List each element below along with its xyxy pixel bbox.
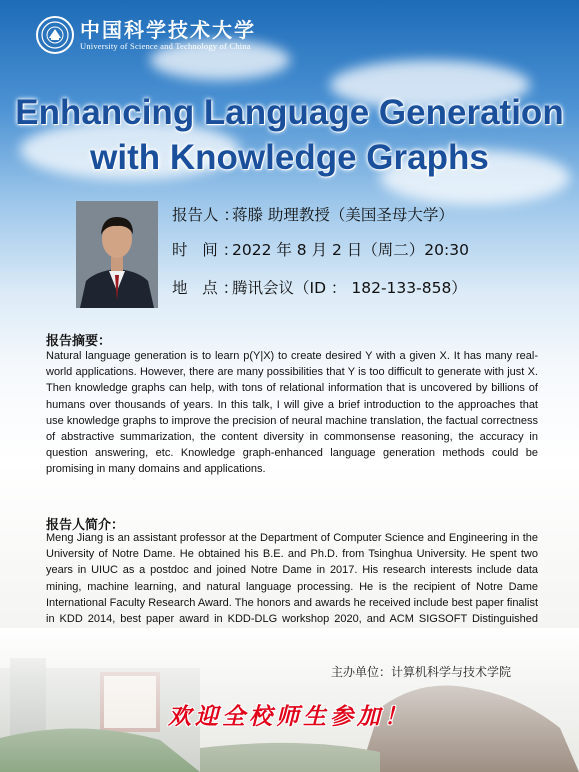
ustc-seal-icon (36, 16, 74, 54)
location-line (172, 278, 467, 298)
university-logo (36, 16, 256, 54)
speaker-photo (76, 201, 158, 308)
talk-title (0, 90, 579, 180)
bio-heading: 报告人简介： (46, 518, 125, 533)
speaker-value: 蒋滕 助理教授（美国圣母大学） (232, 206, 454, 224)
time-label: 时 间 ： (172, 241, 239, 259)
university-name-cn: 中国科学技术大学 (80, 18, 256, 42)
time-line (172, 240, 469, 260)
time-value: 2022 年 8 月 2 日（周二）20:30 (232, 241, 469, 259)
location-label: 地 点 ： (172, 279, 239, 297)
talk-title-line1: Enhancing Language Generation (15, 93, 564, 132)
university-name-en: University of Science and Technology of China (80, 41, 251, 51)
speaker-label: 报告人 ： (172, 206, 239, 224)
abstract-text: Natural language generation is to learn p(Y|X) to create desired Y with a given X. It has many real-world applications. However, there are many possibilities that Y is too difficult to generate with just X. Then knowledge graphs can help, with tons of relational information that is uncovered by billions of humans over thousands of years. In this talk, I will give a brief introduction to the approaches that use knowledge graphs to improve the precision of neural machine translation, the factual correctness of abstractive summarization, the content diversity in commonsense reasoning, the accuracy in question answering, etc. Knowledge graph-enhanced language generation methods could be promising in many domains and applications. (46, 350, 538, 476)
location-value: 腾讯会议（ID ： 182-133-858） (232, 279, 467, 297)
talk-title-line2: with Knowledge Graphs (90, 138, 489, 177)
bio-text: Meng Jiang is an assistant professor at the Department of Computer Science and Engineering in the University of Notre Dame. He obtained his B.E. and Ph.D. from Tsinghua University. He spent two years in UIUC as a postdoc and joined Notre Dame in 2017. His research interests include data mining, machine learning, and natural language processing. He is the recipient of Notre Dame International Faculty Research Award. The honors and awards he received include best paper finalist in KDD 2014, best paper award in KDD-DLG workshop 2020, and ACM SIGSOFT Distinguished (46, 532, 538, 626)
host-organization: 主办单位：计算机科学与技术学院 (331, 665, 512, 679)
welcome-banner: 欢迎全校师生参加！ (168, 703, 411, 730)
abstract-heading: 报告摘要： (46, 334, 112, 349)
speaker-line (172, 205, 454, 225)
